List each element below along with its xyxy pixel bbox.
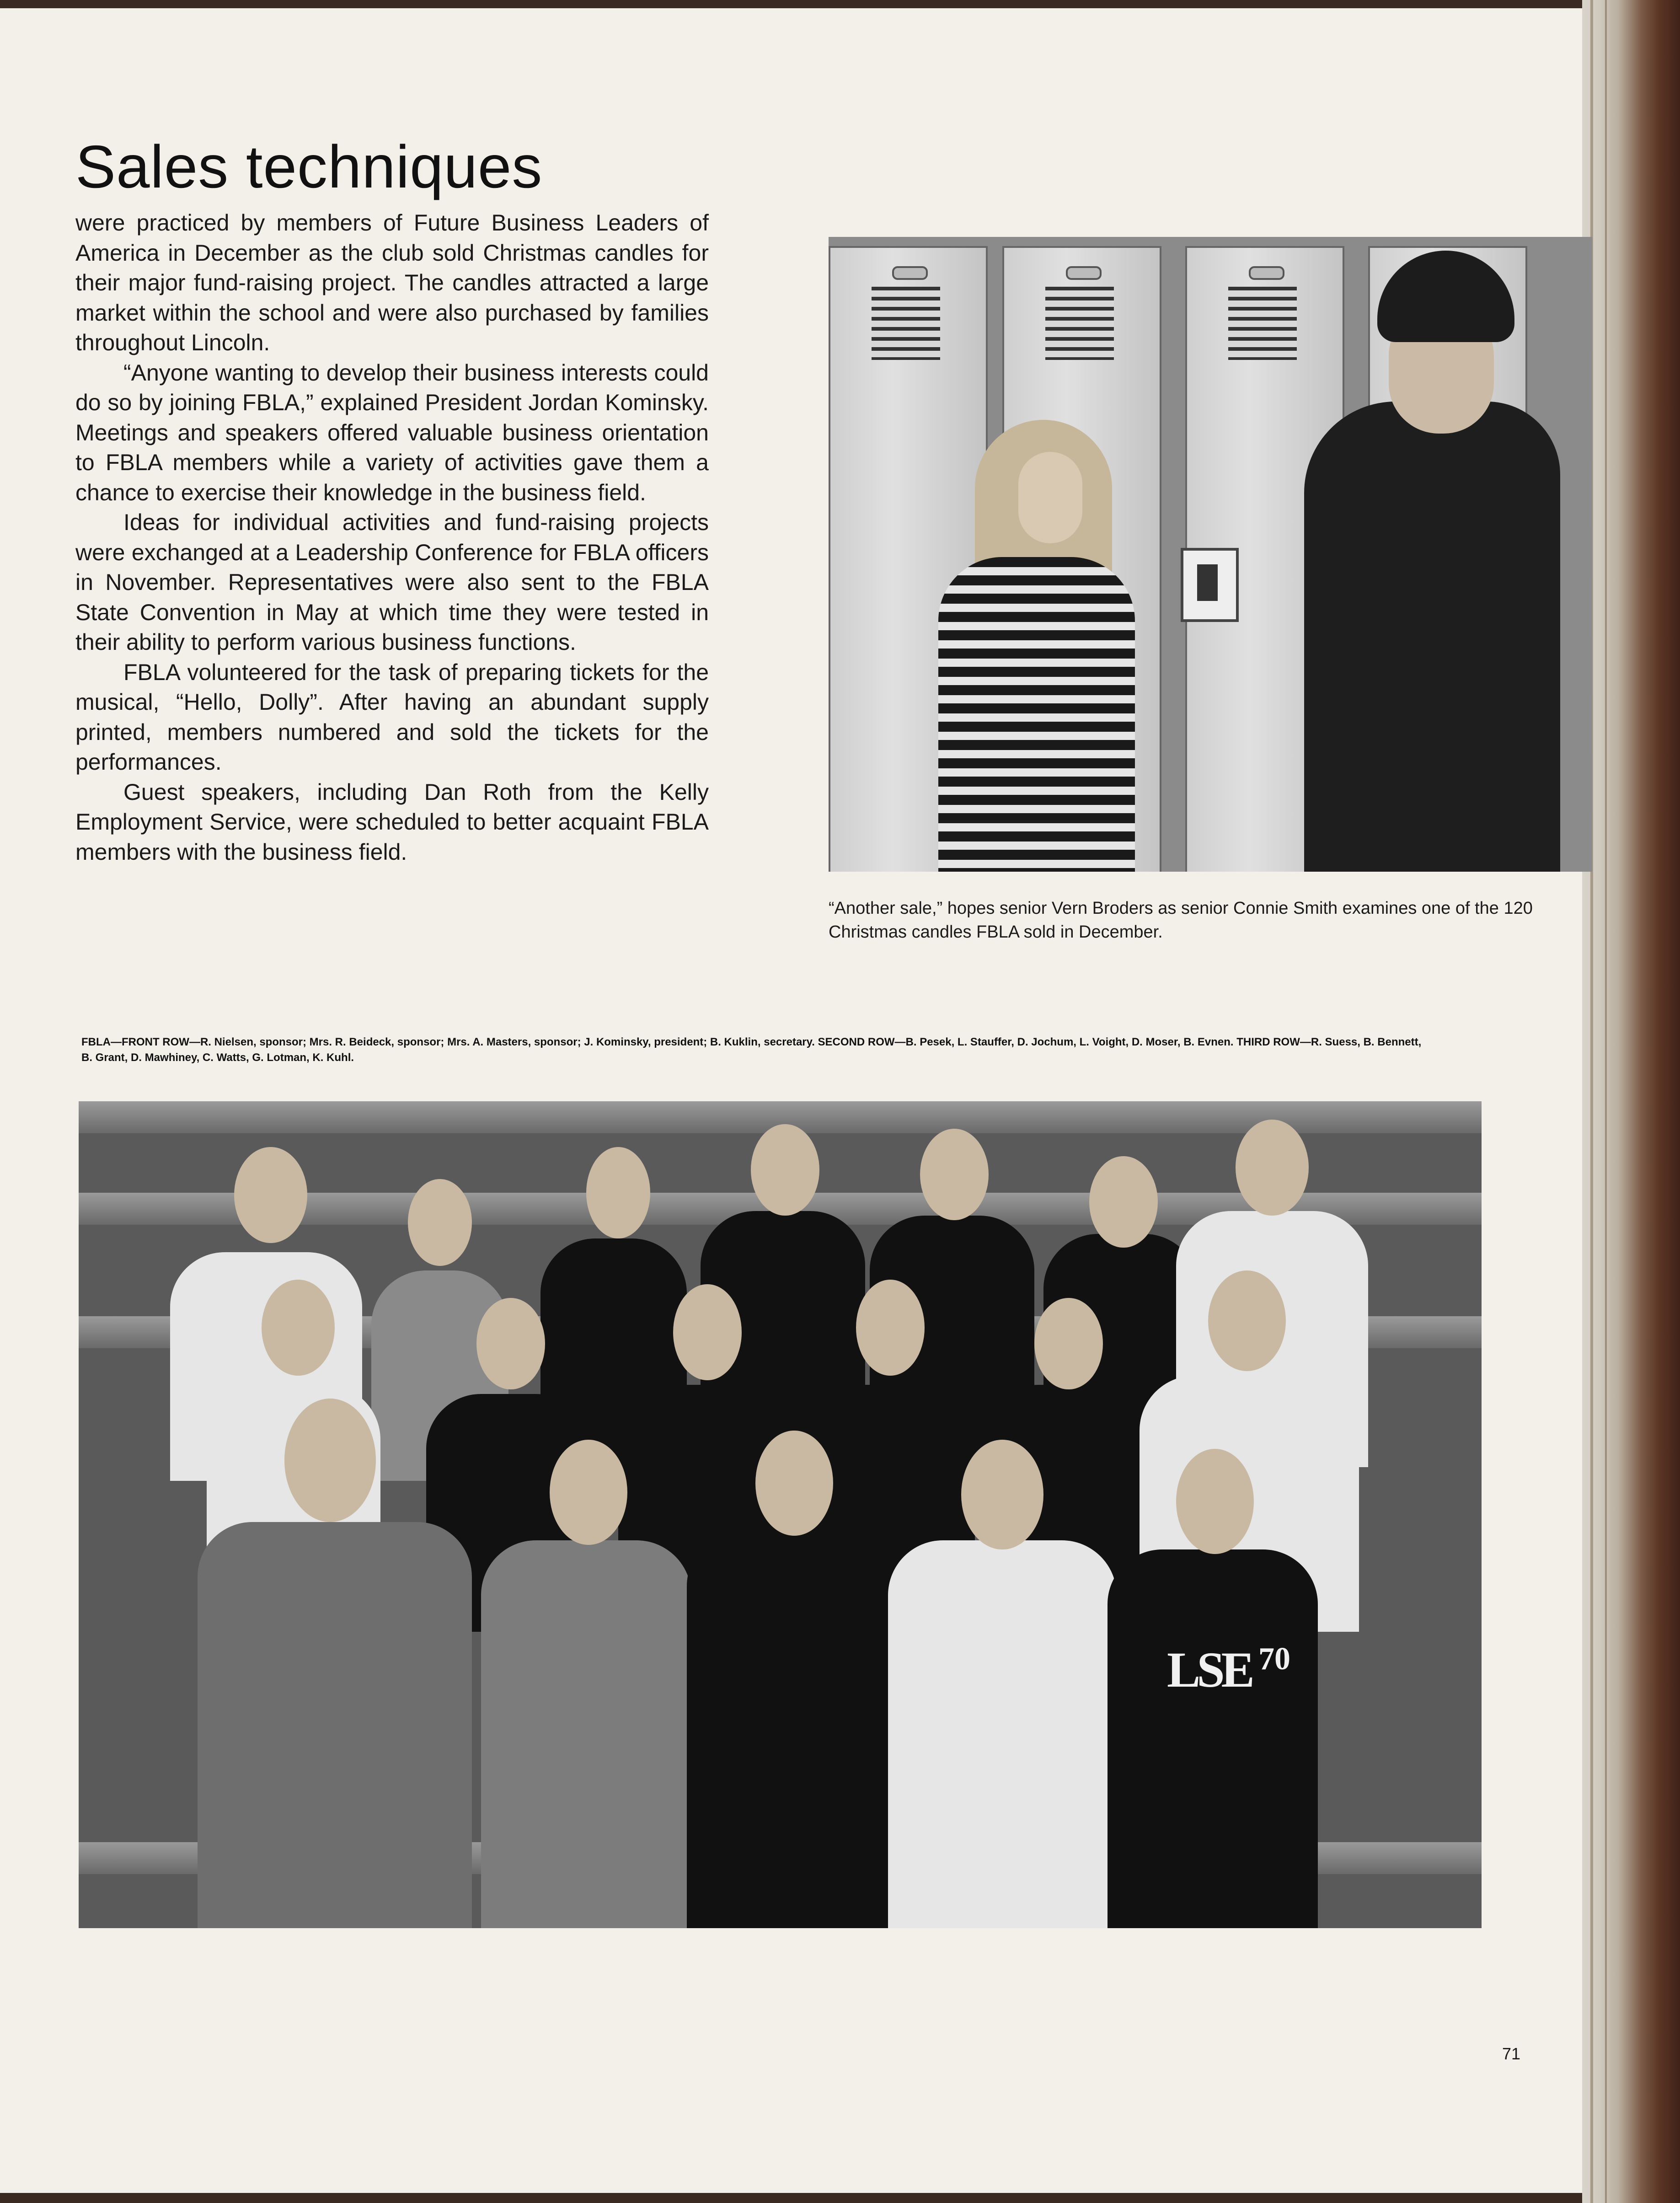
member-face	[1236, 1120, 1309, 1216]
member-shirt	[687, 1531, 897, 1928]
member-face	[284, 1399, 376, 1522]
photo-caption: “Another sale,” hopes senior Vern Broders as senior Connie Smith examines one of the 120 Christmas candles FBLA sold in December.	[829, 899, 1533, 942]
article-body	[75, 208, 709, 963]
page-number: 71	[1502, 2044, 1521, 2063]
lockers-photo	[829, 237, 1592, 872]
member-face	[408, 1179, 472, 1266]
member-shirt	[198, 1522, 472, 1928]
page-top-border	[0, 0, 1680, 8]
page-edge	[1605, 0, 1607, 2203]
body-paragraph: were practiced by members of Future Business Leaders of America in December as the club sold Christmas candles for their major fund-raising project. The candles attracted a large market within the school and were also purchased by families throughout Lincoln.	[75, 210, 709, 355]
body-paragraph: FBLA volunteered for the task of preparing tickets for the musical, “Hello, Dolly”. After having an abundant supply printed, members numbered and sold the tickets for the performances.	[75, 659, 709, 775]
group-photo	[79, 1101, 1482, 1928]
member-face	[961, 1440, 1043, 1549]
member-face	[673, 1284, 742, 1380]
member-face	[1034, 1298, 1103, 1389]
member-face	[550, 1440, 627, 1545]
shirt-logo: LSE	[1167, 1642, 1251, 1698]
photo-subject-boy	[1286, 251, 1583, 872]
book-spine	[1582, 0, 1680, 2203]
member-shirt	[888, 1540, 1117, 1928]
body-paragraph: Ideas for individual activities and fund-raising projects were exchanged at a Leadership Conference for FBLA officers in November. Representatives were also sent to the FBLA State Convention in May at which time they were tested in their ability to perform various business functions.	[75, 509, 709, 655]
member-face	[476, 1298, 545, 1389]
member-face	[586, 1147, 650, 1238]
member-face	[920, 1129, 989, 1220]
body-paragraph: Guest speakers, including Dan Roth from the Kelly Employment Service, were scheduled to better acquaint FBLA members with the business field.	[75, 779, 709, 865]
member-face	[1089, 1156, 1158, 1248]
member-face	[1208, 1270, 1286, 1371]
member-face	[234, 1147, 307, 1243]
photo-subject-girl	[920, 420, 1176, 872]
shirt-number: 70	[1258, 1641, 1290, 1677]
group-photo-caption: FBLA—FRONT ROW—R. Nielsen, sponsor; Mrs. R. Beideck, sponsor; Mrs. A. Masters, sponsor; J. Kominsky, president; B. Kuklin, secretary. SECOND ROW—B. Pesek, L. Stauffer, D. Jochum, L. Voight, D. Moser, B. Evnen. THIRD ROW—R. Suess, B. Bennett, B. Grant, D. Mawhiney, C. Watts, G. Lotman, K. Kuhl.	[81, 1036, 1422, 1064]
member-shirt	[1108, 1549, 1318, 1928]
article-headline: Sales techniques	[75, 133, 543, 200]
candle-box	[1181, 548, 1239, 622]
member-face	[751, 1124, 819, 1216]
member-shirt	[481, 1540, 691, 1928]
body-paragraph: “Anyone wanting to develop their business interests could do so by joining FBLA,” explained President Jordan Kominsky. Meetings and speakers offered valuable business orientation to FBLA members while a variety of activities gave them a chance to exercise their knowledge in the business field.	[75, 359, 709, 505]
member-face	[1176, 1449, 1254, 1554]
member-face	[856, 1280, 925, 1376]
member-face	[262, 1280, 335, 1376]
member-face	[755, 1431, 833, 1536]
page-bottom-border	[0, 2193, 1680, 2203]
